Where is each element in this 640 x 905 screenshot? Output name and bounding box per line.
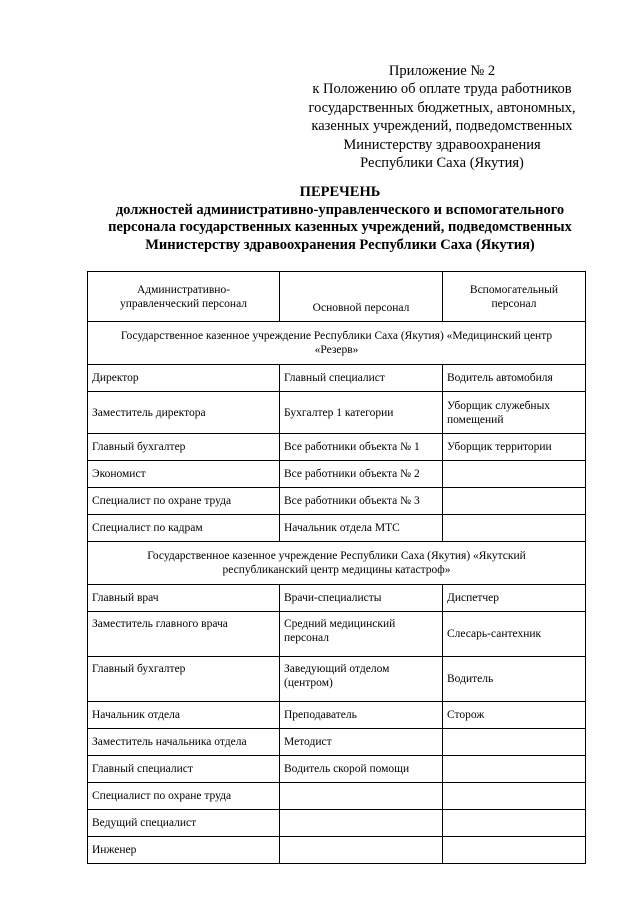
section-org-row [88, 542, 586, 585]
table-cell: Главный специалист [88, 756, 280, 783]
header-cell-main: Основной персонал [280, 272, 443, 322]
section-org-cell: Государственное казенное учреждение Республики Саха (Якутия) «Якутский республиканский центр медицины катастроф» [88, 542, 586, 585]
table-cell: Методист [280, 729, 443, 756]
table-cell: Диспетчер [443, 585, 586, 612]
table-cell: Ведущий специалист [88, 810, 280, 837]
appendix-line: к Положению об оплате труда работников [312, 81, 572, 98]
table-row [88, 810, 586, 837]
table-cell [443, 461, 586, 488]
table-cell [443, 756, 586, 783]
table-cell: Начальник отдела МТС [280, 515, 443, 542]
table-row [88, 702, 586, 729]
section-org-cell: Государственное казенное учреждение Республики Саха (Якутия) «Медицинский центр «Резерв» [88, 322, 586, 365]
table-row [88, 434, 586, 461]
table-cell: Все работники объекта № 1 [280, 434, 443, 461]
document-subtitle-line: персонала государственных казенных учреждений, подведомственных [108, 219, 572, 235]
table-row [88, 756, 586, 783]
table-row [88, 392, 586, 434]
table-cell: Главный врач [88, 585, 280, 612]
table-cell: Директор [88, 365, 280, 392]
table-cell: Средний медицинский персонал [280, 612, 443, 657]
table-cell [443, 783, 586, 810]
appendix-line: государственных бюджетных, автономных, [308, 99, 576, 116]
table-cell: Специалист по охране труда [88, 488, 280, 515]
table-cell: Бухгалтер 1 категории [280, 392, 443, 434]
table-cell: Специалист по кадрам [88, 515, 280, 542]
table-cell: Главный бухгалтер [88, 434, 280, 461]
table-cell [443, 810, 586, 837]
table-cell [443, 729, 586, 756]
appendix-line: казенных учреждений, подведомственных [311, 118, 573, 135]
positions-table [87, 271, 586, 864]
document-heading [60, 184, 620, 254]
table-row [88, 461, 586, 488]
table-cell: Все работники объекта № 2 [280, 461, 443, 488]
table-cell: Водитель скорой помощи [280, 756, 443, 783]
table-cell: Водитель автомобиля [443, 365, 586, 392]
table-cell: Заместитель директора [88, 392, 280, 434]
table-cell: Главный специалист [280, 365, 443, 392]
table-row [88, 612, 586, 657]
table-row [88, 488, 586, 515]
header-cell-support: Вспомогательный персонал [443, 272, 586, 322]
table-cell: Заместитель главного врача [88, 612, 280, 657]
table-cell: Заведующий отделом (центром) [280, 657, 443, 702]
table-row [88, 365, 586, 392]
appendix-line: Республики Саха (Якутия) [360, 155, 524, 172]
table-cell: Инженер [88, 837, 280, 864]
table-cell: Водитель [443, 657, 586, 702]
table-cell: Экономист [88, 461, 280, 488]
table-row [88, 515, 586, 542]
table-cell: Преподаватель [280, 702, 443, 729]
table-cell: Уборщик территории [443, 434, 586, 461]
table-cell: Уборщик служебных помещений [443, 392, 586, 434]
table-cell: Все работники объекта № 3 [280, 488, 443, 515]
table-cell: Слесарь-сантехник [443, 612, 586, 657]
header-cell-admin: Административно- управленческий персонал [88, 272, 280, 322]
appendix-line: Приложение № 2 [388, 63, 496, 79]
table-cell [443, 837, 586, 864]
section-org-row [88, 322, 586, 365]
table-row [88, 657, 586, 702]
document-subtitle-line: должностей административно-управленческого и вспомогательного [115, 201, 565, 218]
document-title: ПЕРЕЧЕНЬ [299, 184, 381, 200]
table-cell: Врачи-специалисты [280, 585, 443, 612]
appendix-block [292, 62, 592, 172]
table-cell: Специалист по охране труда [88, 783, 280, 810]
table-row [88, 783, 586, 810]
table-cell: Начальник отдела [88, 702, 280, 729]
table-row [88, 729, 586, 756]
table-cell [443, 515, 586, 542]
table-cell: Заместитель начальника отдела [88, 729, 280, 756]
table-cell [443, 488, 586, 515]
document-subtitle-line: Министерству здравоохранения Республики Саха (Якутия) [145, 236, 535, 253]
table-cell: Сторож [443, 702, 586, 729]
appendix-line: Министерству здравоохранения [343, 136, 541, 153]
table-cell [280, 810, 443, 837]
table-row [88, 585, 586, 612]
table-cell [280, 783, 443, 810]
table-cell [280, 837, 443, 864]
table-row [88, 837, 586, 864]
table-header-row [88, 272, 586, 322]
table-cell: Главный бухгалтер [88, 657, 280, 702]
